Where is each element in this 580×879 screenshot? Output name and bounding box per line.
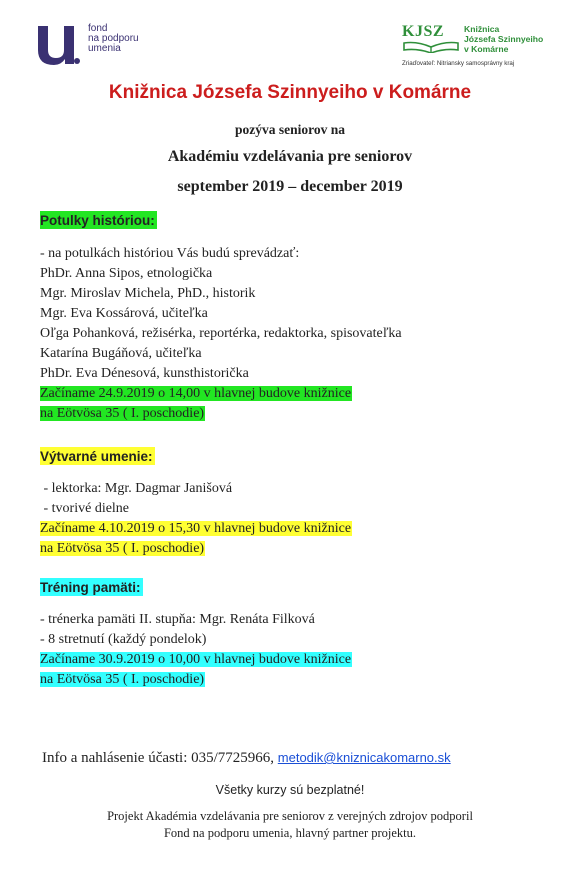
fpu-line: na podporu [88, 33, 139, 44]
location-text: na Eötvösa 35 ( I. poschodie) [40, 672, 205, 687]
kjsz-book-mark [402, 24, 462, 58]
lecturer-line: - na potulkách históriou Vás budú sprevádzať: [40, 246, 300, 261]
section-art [40, 447, 560, 559]
location-text: na Eötvösa 35 ( I. poschodie) [40, 541, 205, 556]
project-note [0, 808, 580, 842]
lecturer-line: - lektorka: Mgr. Dagmar Janišová [40, 481, 233, 496]
section-heading: Potulky históriou: [40, 213, 155, 228]
fpu-line: fond [88, 23, 108, 34]
lecturer-line: - tvorivé dielne [40, 501, 130, 516]
kjsz-name-line: Knižnica [464, 24, 500, 34]
lecturer-line: - trénerka pamäti II. stupňa: Mgr. Renáta Filková [40, 612, 315, 627]
free-courses-text: Všetky kurzy sú bezplatné! [215, 783, 365, 797]
location-text: na Eötvösa 35 ( I. poschodie) [40, 406, 205, 421]
contact-text: Info a nahlásenie účasti: 035/7725966, [42, 750, 278, 766]
fpu-line: umenia [88, 43, 121, 54]
project-line: Projekt Akadémia vzdelávania pre seniorov z verejných zdrojov podporil [107, 809, 473, 823]
open-book-icon [402, 41, 460, 53]
fpu-u-mark-icon [34, 20, 80, 68]
lecturer-line: PhDr. Eva Dénesová, kunsthistorička [40, 366, 249, 381]
section-heading: Výtvarné umenie: [40, 449, 153, 464]
section-body [40, 610, 560, 690]
fpu-logo [34, 20, 139, 68]
kjsz-name-line: Józsefa Szinnyeiho [464, 34, 544, 44]
lecturer-line: PhDr. Anna Sipos, etnologička [40, 266, 213, 281]
kjsz-founder: Zriaďovateľ: Nitriansky samosprávny kraj [402, 60, 515, 67]
contact-info [42, 750, 451, 767]
start-date-text: Začíname 24.9.2019 o 14,00 v hlavnej budove knižnice [40, 386, 352, 401]
kjsz-logo-name [464, 24, 543, 54]
page-title: Knižnica Józsefa Szinnyeiho v Komárne [108, 82, 472, 103]
section-history [40, 211, 560, 424]
start-date-text: Začíname 4.10.2019 o 15,30 v hlavnej budove knižnice [40, 521, 352, 536]
invite-text: pozýva seniorov na [234, 122, 345, 137]
lecturer-line: - 8 stretnutí (každý pondelok) [40, 632, 207, 647]
academy-title: Akadémiu vzdelávania pre seniorov [167, 148, 413, 165]
fpu-logo-text [88, 24, 139, 54]
kjsz-logo [402, 24, 562, 67]
lecturer-line: Mgr. Miroslav Michela, PhD., historik [40, 286, 256, 301]
project-line: Fond na podporu umenia, hlavný partner projektu. [163, 826, 417, 840]
lecturer-line: Mgr. Eva Kossárová, učiteľka [40, 306, 208, 321]
section-body [40, 244, 560, 424]
kjsz-letters: KJSZ [402, 23, 445, 40]
kjsz-name-line: v Komárne [464, 44, 509, 54]
start-date-text: Začíname 30.9.2019 o 10,00 v hlavnej budove knižnice [40, 652, 352, 667]
email-link[interactable]: metodik@kniznicakomarno.sk [277, 750, 451, 765]
section-memory [40, 578, 560, 690]
lecturer-line: Oľga Pohanková, režisérka, reportérka, redaktorka, spisovateľka [40, 326, 402, 341]
lecturer-line: Katarína Bugáňová, učiteľka [40, 346, 202, 361]
section-body [40, 479, 560, 559]
section-heading: Tréning pamäti: [40, 580, 141, 595]
period-text: september 2019 – december 2019 [177, 178, 403, 195]
